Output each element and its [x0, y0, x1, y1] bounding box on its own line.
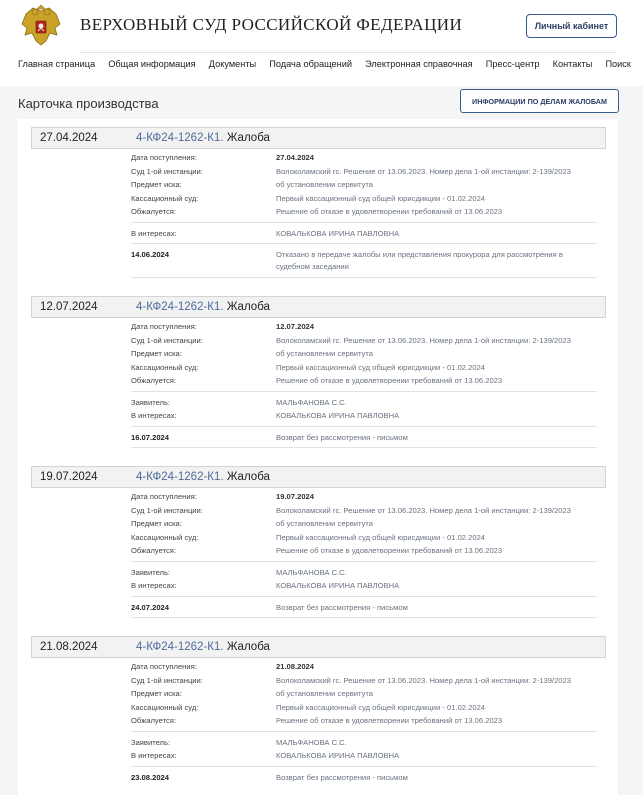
applicant-label: Заявитель: — [131, 397, 171, 407]
site-header — [0, 0, 643, 86]
page-title: Карточка производства — [18, 96, 159, 111]
divider — [131, 561, 597, 562]
interests-value: КОВАЛЬКОВА ИРИНА ПАВЛОВНА — [276, 411, 400, 420]
divider — [131, 766, 597, 767]
divider — [131, 243, 597, 244]
interests-label: В интересах: — [131, 751, 177, 760]
card-details — [131, 490, 597, 618]
appealed-label: Обжалуется: — [131, 207, 176, 216]
cassation-court-value: Первый кассационный суд общей юрисдикции - 01.02.2024 — [276, 362, 486, 372]
received-label: Дата поступления: — [131, 662, 197, 671]
divider — [131, 596, 597, 597]
nav-item-home[interactable]: Главная страница — [18, 59, 96, 69]
interests-value: КОВАЛЬКОВА ИРИНА ПАВЛОВНА — [276, 581, 400, 590]
case-kind: Жалоба — [226, 301, 270, 313]
received-value: 12.07.2024 — [276, 322, 315, 331]
divider — [131, 731, 597, 732]
main-nav — [18, 59, 631, 69]
interests-label: В интересах: — [131, 411, 177, 420]
first-court-value: Волоколамский гс. Решение от 13.06.2023. Номер дела 1-ой инстанции: 2-139/2023 — [276, 675, 571, 685]
cassation-court-value: Первый кассационный суд общей юрисдикции - 01.02.2024 — [276, 532, 486, 542]
case-info-button[interactable]: ИНФОРМАЦИИ ПО ДЕЛАМ ЖАЛОБАМ — [460, 89, 619, 113]
applicant-value: МАЛЬФАНОВА С.С. — [276, 737, 347, 747]
coat-of-arms-logo[interactable] — [20, 5, 62, 49]
first-court-label: Суд 1-ой инстанции: — [131, 335, 203, 345]
cassation-court-label: Кассационный суд: — [131, 193, 199, 203]
received-value: 21.08.2024 — [276, 662, 315, 671]
nav-item-appeals[interactable]: Подача обращений — [269, 59, 352, 69]
cassation-court-label: Кассационный суд: — [131, 532, 199, 542]
cassation-court-label: Кассационный суд: — [131, 362, 199, 372]
subject-label: Предмет иска: — [131, 180, 182, 189]
nav-item-contacts[interactable]: Контакты — [552, 59, 593, 69]
case-number-link[interactable]: 4-КФ24-1262-К1. — [136, 132, 224, 144]
subject-value: об установлении сервитута — [276, 519, 374, 528]
applicant-value: МАЛЬФАНОВА С.С. — [276, 567, 347, 577]
divider — [131, 426, 597, 427]
event-row — [131, 431, 597, 445]
event-row — [131, 771, 597, 785]
card-date: 19.07.2024 — [40, 471, 98, 483]
card-details — [131, 320, 597, 448]
card-header — [31, 636, 606, 658]
subject-label: Предмет иска: — [131, 349, 182, 358]
event-text: Возврат без рассмотрения - письмом — [276, 772, 408, 782]
proceeding-card — [31, 636, 606, 784]
card-date: 21.08.2024 — [40, 641, 98, 653]
card-header — [31, 127, 606, 149]
event-row — [131, 248, 597, 274]
first-court-label: Суд 1-ой инстанции: — [131, 166, 203, 176]
event-row — [131, 601, 597, 615]
interests-value: КОВАЛЬКОВА ИРИНА ПАВЛОВНА — [276, 751, 400, 760]
divider — [131, 222, 597, 223]
divider — [131, 277, 597, 278]
card-date: 12.07.2024 — [40, 301, 98, 313]
nav-item-search[interactable]: Поиск — [605, 59, 631, 69]
received-label: Дата поступления: — [131, 153, 197, 162]
case-kind: Жалоба — [226, 132, 270, 144]
first-court-label: Суд 1-ой инстанции: — [131, 675, 203, 685]
received-label: Дата поступления: — [131, 492, 197, 501]
card-title — [136, 641, 270, 653]
content-panel — [18, 119, 618, 795]
card-header — [31, 296, 606, 318]
case-kind: Жалоба — [226, 471, 270, 483]
appealed-label: Обжалуется: — [131, 716, 176, 725]
interests-label: В интересах: — [131, 228, 177, 238]
appealed-value: Решение об отказе в удовлетворении требований от 13.06.2023 — [276, 376, 503, 385]
received-value: 19.07.2024 — [276, 492, 315, 501]
divider — [131, 447, 597, 448]
card-details — [131, 660, 597, 784]
interests-label: В интересах: — [131, 581, 177, 590]
event-date: 23.08.2024 — [131, 772, 170, 782]
appealed-value: Решение об отказе в удовлетворении требований от 13.06.2023 — [276, 716, 503, 725]
divider — [131, 391, 597, 392]
received-label: Дата поступления: — [131, 322, 197, 331]
case-number-link[interactable]: 4-КФ24-1262-К1. — [136, 301, 224, 313]
first-court-value: Волоколамский гс. Решение от 13.06.2023. Номер дела 1-ой инстанции: 2-139/2023 — [276, 166, 571, 176]
case-kind: Жалоба — [226, 641, 270, 653]
subject-label: Предмет иска: — [131, 519, 182, 528]
case-number-link[interactable]: 4-КФ24-1262-К1. — [136, 471, 224, 483]
card-date: 27.04.2024 — [40, 132, 98, 144]
event-date: 14.06.2024 — [131, 250, 170, 259]
event-date: 16.07.2024 — [131, 432, 170, 442]
applicant-value: МАЛЬФАНОВА С.С. — [276, 397, 347, 407]
first-court-value: Волоколамский гс. Решение от 13.06.2023. Номер дела 1-ой инстанции: 2-139/2023 — [276, 335, 571, 345]
case-number-link[interactable]: 4-КФ24-1262-К1. — [136, 641, 224, 653]
applicant-label: Заявитель: — [131, 737, 171, 747]
subject-value: об установлении сервитута — [276, 180, 374, 189]
nav-divider — [80, 52, 617, 53]
cassation-court-label: Кассационный суд: — [131, 702, 199, 712]
received-value: 27.04.2024 — [276, 153, 315, 162]
proceeding-card — [31, 296, 606, 452]
subject-value: об установлении сервитута — [276, 689, 374, 698]
nav-item-general-info[interactable]: Общая информация — [108, 59, 196, 69]
appealed-label: Обжалуется: — [131, 376, 176, 385]
appealed-label: Обжалуется: — [131, 546, 176, 555]
nav-item-e-reference[interactable]: Электронная справочная — [365, 59, 473, 69]
card-header — [31, 466, 606, 488]
interests-value: КОВАЛЬКОВА ИРИНА ПАВЛОВНА — [276, 228, 400, 238]
appealed-value: Решение об отказе в удовлетворении требований от 13.06.2023 — [276, 207, 503, 216]
event-text: Возврат без рассмотрения - письмом — [276, 432, 408, 442]
divider — [131, 617, 597, 618]
nav-item-documents[interactable]: Документы — [208, 59, 257, 69]
card-details — [131, 151, 597, 278]
event-date: 24.07.2024 — [131, 602, 170, 612]
first-court-label: Суд 1-ой инстанции: — [131, 505, 203, 515]
card-title — [136, 471, 270, 483]
subject-value: об установлении сервитута — [276, 349, 374, 358]
applicant-label: Заявитель: — [131, 567, 171, 577]
proceeding-card — [31, 466, 606, 622]
personal-cabinet-button[interactable]: Личный кабинет — [526, 14, 617, 38]
appealed-value: Решение об отказе в удовлетворении требований от 13.06.2023 — [276, 546, 503, 555]
event-text: Отказано в передаче жалобы или представления прокурора для рассмотрения в судебном заседании — [276, 250, 563, 271]
cassation-court-value: Первый кассационный суд общей юрисдикции - 01.02.2024 — [276, 702, 486, 712]
card-title — [136, 132, 270, 144]
event-text: Возврат без рассмотрения - письмом — [276, 602, 408, 612]
card-title — [136, 301, 270, 313]
nav-item-press-center[interactable]: Пресс-центр — [485, 59, 540, 69]
proceeding-card — [31, 127, 606, 282]
cassation-court-value: Первый кассационный суд общей юрисдикции - 01.02.2024 — [276, 193, 486, 203]
first-court-value: Волоколамский гс. Решение от 13.06.2023. Номер дела 1-ой инстанции: 2-139/2023 — [276, 505, 571, 515]
site-title[interactable]: ВЕРХОВНЫЙ СУД РОССИЙСКОЙ ФЕДЕРАЦИИ — [80, 15, 463, 34]
subject-label: Предмет иска: — [131, 689, 182, 698]
